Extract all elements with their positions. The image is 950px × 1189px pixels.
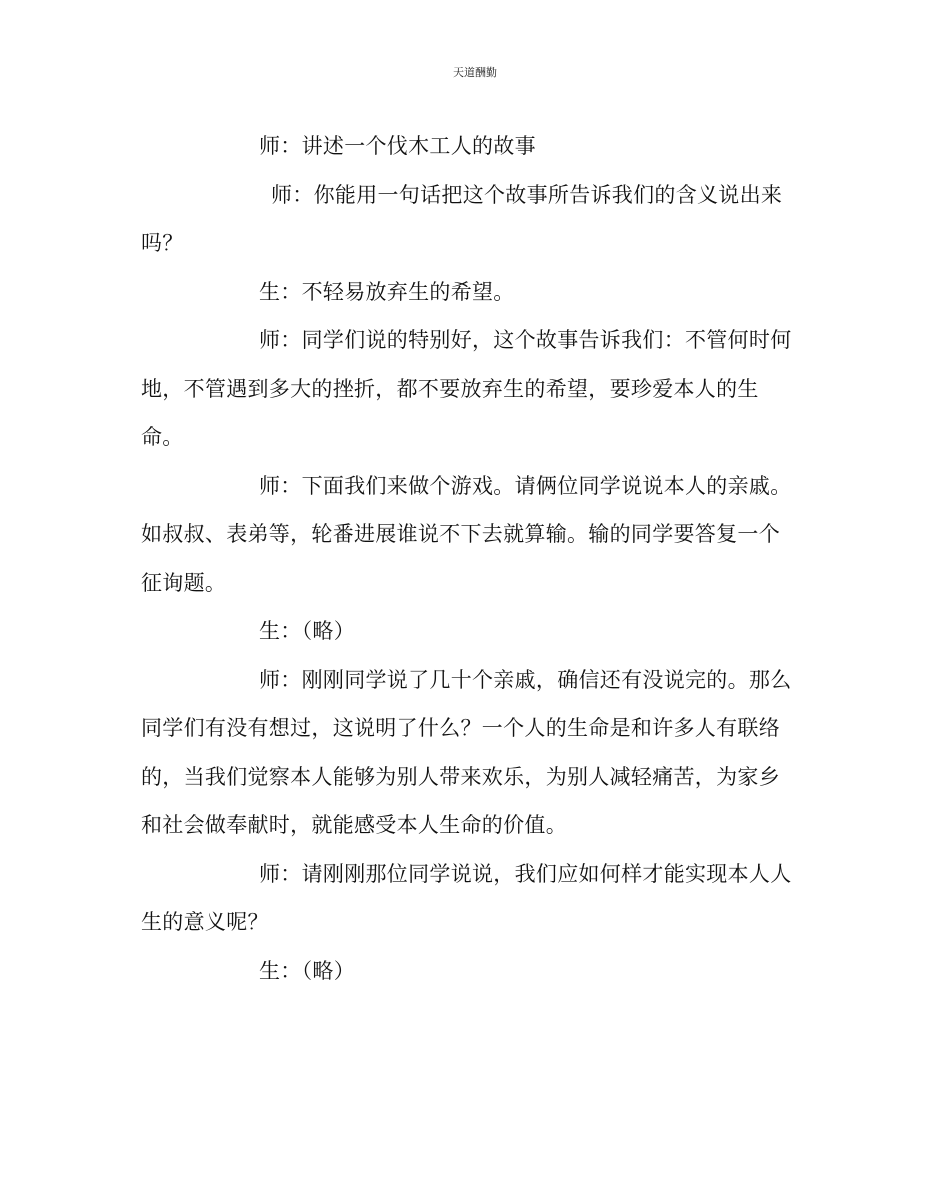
text-line-12: 师：刚刚同学说了几十个亲戚，确信还有没说完的。那么 bbox=[259, 668, 792, 692]
text-line-11: 生：（略） bbox=[259, 619, 355, 643]
text-line-10: 征询题。 bbox=[141, 571, 227, 595]
text-line-2: 师：你能用一句话把这个故事所告诉我们的含义说出来 bbox=[271, 183, 783, 207]
text-line-3: 吗？ bbox=[141, 231, 184, 255]
text-line-15: 和社会做奉献时，就能感受本人生命的价值。 bbox=[141, 813, 567, 837]
text-line-14: 的，当我们觉察本人能够为别人带来欢乐，为别人减轻痛苦，为家乡 bbox=[141, 765, 780, 789]
text-line-6: 地，不管遇到多大的挫折，都不要放弃生的希望，要珍爱本人的生 bbox=[141, 377, 759, 401]
text-line-18: 生：（略） bbox=[259, 959, 355, 983]
text-line-16: 师：请刚刚那位同学说说，我们应如何样才能实现本人人 bbox=[259, 862, 792, 886]
text-line-1: 师：讲述一个伐木工人的故事 bbox=[259, 134, 536, 158]
page-header: 天道酬勤 bbox=[453, 66, 497, 79]
text-line-5: 师：同学们说的特别好，这个故事告诉我们：不管何时何 bbox=[259, 328, 792, 352]
text-line-4: 生：不轻易放弃生的希望。 bbox=[259, 280, 515, 304]
text-line-17: 生的意义呢？ bbox=[141, 910, 269, 934]
text-line-13: 同学们有没有想过，这说明了什么？一个人的生命是和许多人有联络 bbox=[141, 716, 780, 740]
text-line-9: 如叔叔、表弟等，轮番进展谁说不下去就算输。输的同学要答复一个 bbox=[141, 522, 780, 546]
text-line-7: 命。 bbox=[141, 425, 184, 449]
text-line-8: 师：下面我们来做个游戏。请俩位同学说说本人的亲戚。 bbox=[259, 474, 792, 498]
